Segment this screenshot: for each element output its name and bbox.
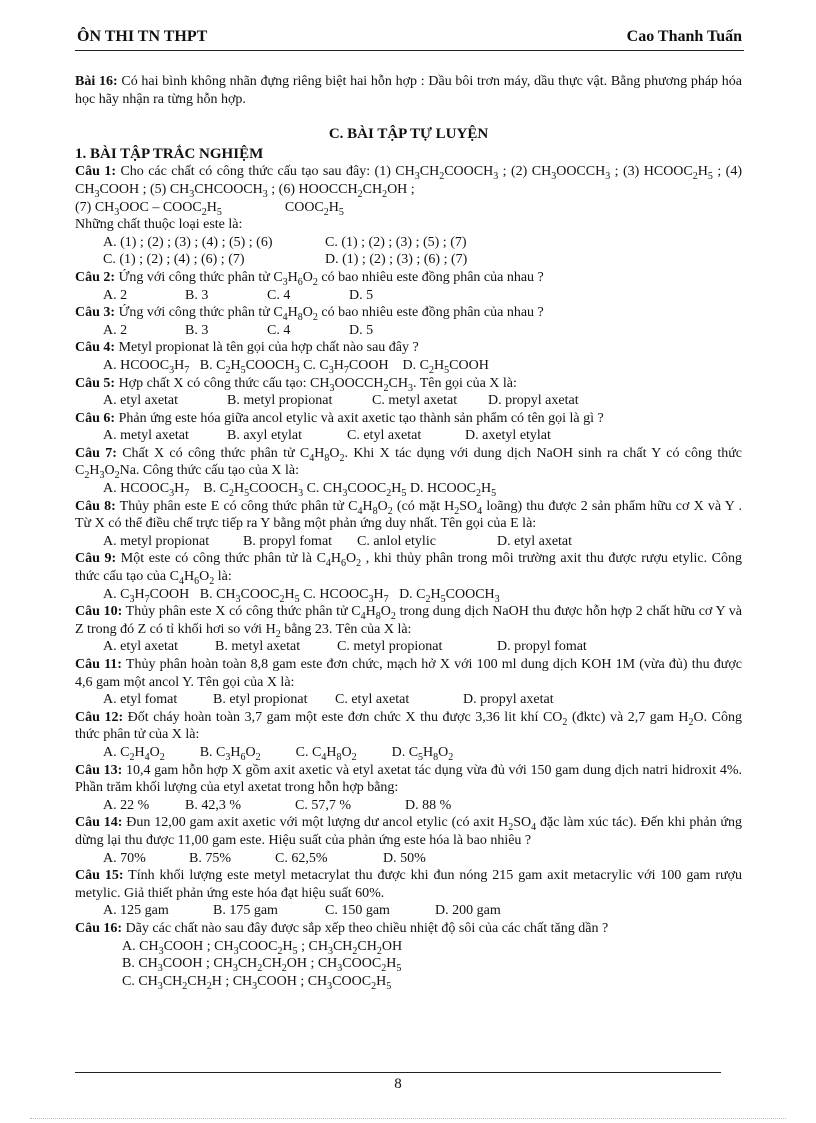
question-text: Ứng với công thức phân tử $C_3H_6O_2$ có bao nhiêu este đồng phân của nhau ? xyxy=(115,269,544,288)
question-7 xyxy=(75,445,742,480)
option-d[interactable]: D. propyl axetat xyxy=(463,692,554,708)
question-label: Câu 11: xyxy=(75,657,122,672)
options xyxy=(75,533,742,551)
question-16 xyxy=(75,920,742,938)
options-line[interactable]: A. $C_2H_4O_2$ B. $C_3H_6O_2$ C. $C_4H_8O_2$ D. $C_5H_8O_2$ xyxy=(103,744,454,763)
option-d[interactable]: D. propyl fomat xyxy=(497,639,587,655)
question-label: Câu 1: xyxy=(75,164,116,180)
options-line[interactable]: A. $HCOOC_3H_7$ B. $C_2H_5COOCH_3$ C. $CH_3COOC_2H_5$ D. $HCOOC_2H_5$ xyxy=(103,481,497,499)
question-label: Câu 7: xyxy=(75,445,117,461)
question-label: Câu 5: xyxy=(75,375,116,391)
option-d[interactable]: D. 200 gam xyxy=(435,903,501,919)
question-text: Một este có công thức phân tử là $C_4H_6O_2$ , khi thủy phân trong môi trường axit thu được rượu etylic. Công thức cấu tạo của $C_4H_6O_2$ là: xyxy=(75,551,743,587)
question-8 xyxy=(75,498,742,533)
question-label: Câu 3: xyxy=(75,305,116,321)
question-text: Chất X có công thức phân tử $C_4H_8O_2$. Khi X tác dụng với dung dịch NaOH sinh ra chất Y có công thức $C_2H_3O_2Na$. Công thức cấu tạo của X là: xyxy=(75,445,743,482)
options xyxy=(75,392,742,410)
option-d[interactable]: D. axetyl etylat xyxy=(465,428,551,444)
option-b[interactable]: B. axyl etylat xyxy=(227,428,303,444)
question-5 xyxy=(75,375,742,393)
question-text: Dãy các chất nào sau đây được sắp xếp theo chiều nhiệt độ sôi của các chất tăng dần ? xyxy=(122,920,609,936)
question-label: Câu 13: xyxy=(75,762,123,778)
options xyxy=(75,251,742,269)
option-d[interactable]: D. propyl axetat xyxy=(488,393,579,409)
options-line[interactable]: A. $C_3H_7COOH$ B. $CH_3COOC_2H_5$ C. $HCOOC_3H_7$ D. $C_2H_5COOCH_3$ xyxy=(103,586,500,605)
question-4 xyxy=(75,339,742,357)
option-a[interactable]: A. 2 xyxy=(103,322,128,338)
question-6 xyxy=(75,410,742,428)
header-left-title: ÔN THI TN THPT xyxy=(77,28,208,45)
option-c[interactable]: C. $CH_3CH_2CH_2H$ ; $CH_3COOH$ ; $CH_3COOC_2H_5$ xyxy=(122,973,392,992)
header-author: Cao Thanh Tuấn xyxy=(626,28,742,45)
option-a[interactable]: A. metyl axetat xyxy=(103,428,189,444)
page-number: 8 xyxy=(394,1076,402,1092)
question-text: Thủy phân este E có công thức phân tử $C_4H_8O_2$ (có mặt $H_2SO_4$ loãng) thu được 2 sản phẩm hữu cơ X và Y . Từ X có thể điều chế trực tiếp ra Y bằng một phản ứng duy nhất. Tên gọi của E là: xyxy=(75,498,743,532)
subsection-title: 1. BÀI TẬP TRẮC NGHIỆM xyxy=(75,145,264,162)
page-footer xyxy=(75,1072,721,1093)
option-c[interactable]: C. 150 gam xyxy=(325,903,390,919)
question-text: Metyl propionat là tên gọi của hợp chất nào sau đây ? xyxy=(115,340,419,356)
question-text: 10,4 gam hỗn hợp X gồm axit axetic và etyl axetat tác dụng vừa đủ với 150 gam dung dịch natri hidroxit 4%. Phần trăm khối lượng của etyl axetat trong hỗn hợp bằng: xyxy=(75,762,742,796)
option-a[interactable]: A. etyl axetat xyxy=(103,393,179,409)
question-text: Thủy phân hoàn toàn 8,8 gam este đơn chức, mạch hở X với 100 ml dung dịch KOH 1M (vừa đủ) thu được 4,6 gam một ancol Y. Tên gọi của X là: xyxy=(75,657,743,690)
option-a[interactable]: A. etyl fomat xyxy=(103,692,178,708)
option-c[interactable]: C. anlol etylic xyxy=(357,533,436,549)
option-c[interactable]: C. 4 xyxy=(267,322,291,338)
option-a[interactable]: A. (1) ; (2) ; (3) ; (4) ; (5) ; (6) xyxy=(103,234,273,250)
option-d[interactable]: D. 88 % xyxy=(405,797,452,813)
options xyxy=(75,287,742,305)
options xyxy=(75,234,742,252)
question-13 xyxy=(75,762,742,797)
options xyxy=(75,322,742,340)
option-a[interactable]: A. 125 gam xyxy=(103,903,169,919)
question-label: Câu 10: xyxy=(75,604,123,620)
option-b[interactable]: B. propyl fomat xyxy=(243,533,333,549)
options xyxy=(75,427,742,445)
question-11 xyxy=(75,656,742,691)
page-content xyxy=(75,73,742,990)
option-c[interactable]: C. etyl axetat xyxy=(347,428,422,444)
option-b[interactable]: B. 175 gam xyxy=(213,903,278,919)
option-d[interactable]: D. 5 xyxy=(349,322,374,338)
option-c[interactable]: C. 57,7 % xyxy=(295,797,351,813)
question-1-line3: (7) $CH_3OOC$ – $COOC_2H_5$ $COOC_2H_5$ xyxy=(75,199,344,218)
section-title: C. BÀI TẬP TỰ LUYỆN xyxy=(328,126,489,143)
question-label: Câu 16: xyxy=(75,920,123,936)
question-label: Câu 6: xyxy=(75,410,116,426)
option-a[interactable]: A. 22 % xyxy=(103,797,150,813)
question-3 xyxy=(75,304,742,322)
question-14 xyxy=(75,814,742,849)
options xyxy=(75,638,742,656)
question-label: Câu 14: xyxy=(75,815,123,831)
question-text: Tính khối lượng este metyl metacrylat thu được khi đun nóng 215 gam axit metacrylic với 100 gam rượu metylic. Giả thiết phản ứng este hóa đạt hiệu suất 60%. xyxy=(75,868,743,901)
option-c[interactable]: C. metyl propionat xyxy=(337,639,443,655)
question-label: Câu 4: xyxy=(75,340,116,356)
option-a[interactable]: A. etyl axetat xyxy=(103,639,179,655)
question-text: Phản ứng este hóa giữa ancol etylic và axit axetic tạo thành sản phẩm có tên gọi là gì ? xyxy=(115,410,604,426)
option-b[interactable]: B. $CH_3COOH$ ; $CH_3CH_2CH_2OH$ ; $CH_3COOC_2H_5$ xyxy=(122,956,402,974)
options xyxy=(75,902,742,920)
option-a[interactable]: A. $CH_3COOH$ ; $CH_3COOC_2H_5$ ; $CH_3CH_2CH_2OH$ xyxy=(122,938,403,957)
question-text: Ứng với công thức phân tử $C_4H_8O_2$ có bao nhiêu este đồng phân của nhau ? xyxy=(115,305,544,323)
question-2 xyxy=(75,269,742,287)
option-d[interactable]: D. 50% xyxy=(383,850,426,866)
option-b[interactable]: B. 75% xyxy=(189,850,231,866)
question-label: Câu 15: xyxy=(75,868,124,884)
bai16-paragraph xyxy=(75,73,742,108)
option-d[interactable]: D. etyl axetat xyxy=(497,533,573,549)
option-b[interactable]: B. metyl propionat xyxy=(227,393,333,409)
option-b[interactable]: B. etyl propionat xyxy=(213,692,308,708)
question-text: Thủy phân este X có công thức phân tử $C_4H_8O_2$ trong dung dịch NaOH thu được hỗn hợp 2 chất hữu cơ Y và Z trong đó Z có tỉ khối hơi so với $H_2$ bằng 23. Tên của X là: xyxy=(75,604,742,640)
question-1-prompt: Những chất thuộc loại este là: xyxy=(75,217,243,233)
options xyxy=(75,797,742,815)
options xyxy=(75,691,742,709)
question-label: Câu 9: xyxy=(75,551,117,567)
option-c[interactable]: C. etyl axetat xyxy=(335,692,410,708)
question-15 xyxy=(75,867,742,902)
question-text: Cho các chất có công thức cấu tạo sau đây: (1) $CH_3CH_2COOCH_3$ ; (2) $CH_3OOCCH_3$ ; (3) $HCOOC_2H_5$ ; (4) $CH_3COOH$ ; (5) $CH_3CHCOOCH_3$ ; (6) $HOOCCH_2CH_2OH$ ; xyxy=(75,164,742,200)
bai16-text: Có hai bình không nhãn đựng riêng biệt hai hỗn hợp : Dầu bôi trơn máy, dầu thực vật. Bằng phương pháp hóa học hãy nhận ra từng hỗn hợp. xyxy=(75,74,742,107)
option-a[interactable]: A. 2 xyxy=(103,287,128,303)
question-10 xyxy=(75,603,742,638)
page-header xyxy=(75,24,744,51)
option-a[interactable]: A. 70% xyxy=(103,850,146,866)
question-text: Hợp chất X có công thức cấu tạo: $CH_3OOCCH_2CH_3$. Tên gọi của X là: xyxy=(115,375,517,394)
option-c2[interactable]: C. (1) ; (2) ; (4) ; (6) ; (7) xyxy=(103,252,245,268)
options xyxy=(75,850,742,868)
question-text: Đun 12,00 gam axit axetic với một lượng dư ancol etylic (có axit $H_2SO_4$ đặc làm xúc tác). Đến khi phản ứng dừng lại thu được 11,00 gam este. Hiệu suất của phản ứng este hóa là bao nhiêu ? xyxy=(75,815,742,848)
question-label: Câu 8: xyxy=(75,498,116,514)
question-text: Đốt cháy hoàn toàn 3,7 gam một este đơn chức X thu được 3,36 lit khí $CO_2$ (đktc) và 2,7 gam $H_2O$. Công thức phân tử của X là: xyxy=(75,709,743,743)
option-b[interactable]: B. 42,3 % xyxy=(185,797,241,813)
option-c[interactable]: C. 62,5% xyxy=(275,850,328,866)
question-12 xyxy=(75,709,742,744)
option-d[interactable]: D. 5 xyxy=(349,287,374,303)
option-b[interactable]: B. 3 xyxy=(185,322,209,338)
question-label: Câu 2: xyxy=(75,269,116,285)
options xyxy=(75,938,742,991)
options-line[interactable]: A. $HCOOC_3H_7$ B. $C_2H_5COOCH_3$ C. $C_3H_7COOH$ D. $C_2H_5COOH$ xyxy=(103,357,489,376)
option-b[interactable]: B. 3 xyxy=(185,287,209,303)
option-a[interactable]: A. metyl propionat xyxy=(103,533,210,549)
question-9 xyxy=(75,550,742,585)
bai16-label: Bài 16: xyxy=(75,74,118,89)
option-c[interactable]: C. metyl axetat xyxy=(372,393,458,409)
option-c[interactable]: C. (1) ; (2) ; (3) ; (5) ; (7) xyxy=(325,234,467,250)
bottom-dotted-rule xyxy=(30,1118,786,1119)
option-b[interactable]: B. metyl axetat xyxy=(215,639,301,655)
question-label: Câu 12: xyxy=(75,709,124,725)
option-c[interactable]: C. 4 xyxy=(267,287,291,303)
question-1 xyxy=(75,163,742,198)
option-d[interactable]: D. (1) ; (2) ; (3) ; (6) ; (7) xyxy=(325,252,468,268)
